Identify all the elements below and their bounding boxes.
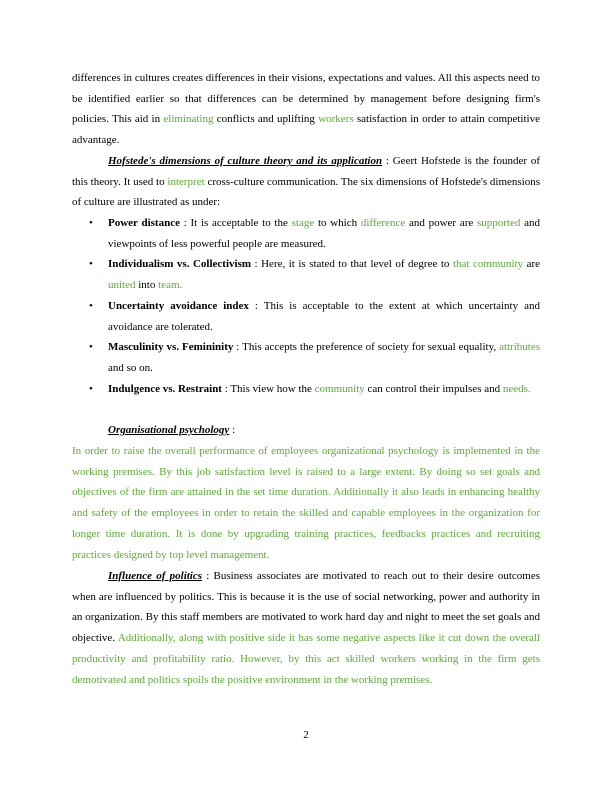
bullet-highlight: team. [158,279,183,292]
bullet-text: to which [314,217,361,229]
hofstede-paragraph [72,151,540,213]
politics-text-1: : Business associates are motivated to reach out to their desire outcomes when are influenced by politics. This is because it is the use of social networking, power and authority in an organization. By this staff members are motivated to work hard day and night to meet the set goals and objective. [72,570,540,645]
bullet-icon: • [89,299,93,312]
bullet-icon: • [89,382,93,395]
bullet-text: are [523,258,541,271]
list-item [72,379,540,400]
bullet-icon: • [89,341,93,354]
intro-text-2: conflicts and uplifting [213,113,319,126]
bullet-term: Individualism vs. Collectivism [108,258,252,271]
intro-text-3: satisfaction in order to attain competitive advantage. [72,113,540,147]
bullet-text: can control their impulses and [364,382,503,395]
bullet-icon: • [89,258,93,271]
bullet-term: Indulgence vs. Restraint [108,382,222,395]
bullet-text: : This accepts the preference of society for sexual equality, [233,341,500,354]
bullet-term: Masculinity vs. Femininity [108,341,234,354]
org-paragraph: In order to raise the overall performance of employees organizational psychology is implemented in the working premises. By this job satisfaction level is raised to a large extent. By doing so set goals and objectives of the firm are attained in the set time duration. Additionally it also leads in enhancing healthy and safety of the employees in order to retain the skilled and capable employees in the organization for longer time duration. It is done by upgrading training practices, feedbacks practices and recruiting practices designed by top level management. [72,445,540,561]
bullet-highlight: difference [360,217,406,229]
intro-paragraph [72,68,540,151]
org-colon: : [229,424,236,436]
hofstede-text-2: cross-culture communication. The six dimensions of Hofstede's dimensions of culture are illustrated as under: [72,175,541,209]
bullet-text: and so on. [108,361,153,374]
bullet-text: : This is acceptable to the extent at which uncertainty and avoidance are tolerated. [108,299,540,333]
bullet-text: and viewpoints of less powerful people are measured. [108,217,540,250]
list-item [72,296,540,337]
bullet-highlight: stage [291,217,315,229]
hofstede-highlight-1: interpret [167,175,205,188]
bullet-highlight: supported [476,217,521,229]
intro-highlight-1: eliminating [163,113,214,126]
bullet-text: : This view how the [221,382,315,395]
org-heading: Organisational psychology [108,424,230,436]
bullet-highlight: community [314,382,365,395]
intro-highlight-2: workers [318,113,354,126]
politics-paragraph [72,566,540,690]
politics-heading: Influence of politics [108,570,203,582]
list-item [72,337,540,378]
bullet-highlight: needs. [502,382,531,395]
politics-highlight-1: Additionally, along with positive side it has some negative aspects like it cut down the overall productivity and profitability ratio. However, by this act skilled workers working in the firm gets demotivated and politics spoils the positive environment in the working premises. [72,632,540,686]
bullet-term: Uncertainty avoidance index [108,299,249,312]
list-item [72,254,540,295]
bullet-highlight: that community [452,258,524,271]
org-heading-line [72,420,540,441]
bullet-text: : Here, it is stated to that level of degree to [251,258,453,271]
list-item [72,213,540,254]
bullet-highlight: attributes [499,341,540,354]
bullet-text: into [135,279,159,292]
bullet-text: and power are [405,217,477,229]
bullet-term: Power distance [108,217,180,229]
bullet-highlight: united [108,279,136,292]
dimensions-list [72,213,540,399]
bullet-text: : It is acceptable to the [179,217,292,229]
page-number: 2 [303,729,309,741]
hofstede-text-1: : Geert Hofstede is the founder of this theory. It used to [72,155,540,188]
hofstede-heading: Hofstede's dimensions of culture theory and its application [108,155,383,167]
bullet-icon: • [89,217,93,229]
intro-text-1: differences in cultures creates differences in their visions, expectations and values. All this aspects need to be identified earlier so that differences can be determined by management before designing firm's policies. This aid in [72,72,540,126]
